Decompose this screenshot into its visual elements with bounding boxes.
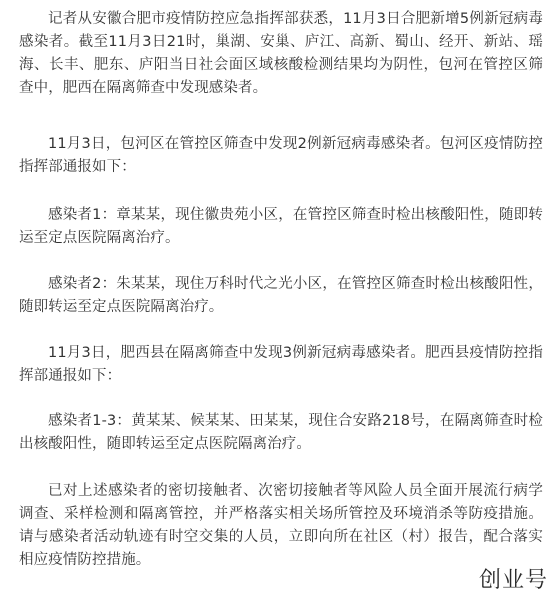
paragraph-intro: 记者从安徽合肥市疫情防控应急指挥部获悉，11月3日合肥新增5例新冠病毒感染者。截至11月3日21时，巢湖、安巢、庐江、高新、蜀山、经开、新站、瑶海、长丰、肥东、庐阳当日社会面区域核酸检测结果均为阴性，包河在管控区筛查中，肥西在隔离筛查中发现感染者。: [19, 11, 543, 96]
paragraph-feixi-summary: 11月3日，肥西县在隔离筛查中发现3例新冠病毒感染者。肥西县疫情防控指挥部通报如下：: [19, 345, 543, 384]
watermark-logo-text: 创业号: [478, 568, 548, 593]
paragraph-baohe-case-2: 感染者2：朱某某，现住万科时代之光小区，在管控区筛查时检出核酸阳性，随即转运至定点医院隔离治疗。: [19, 276, 543, 315]
paragraph-measures: 已对上述感染者的密切接触者、次密切接触者等风险人员全面开展流行病学调查、采样检测和隔离管控，并严格落实相关场所管控及环境消杀等防疫措施。请与感染者活动轨迹有时空交集的人员，立即向所在社区（村）报告，配合落实相应疫情防控措施。: [19, 483, 543, 568]
paragraph-feixi-cases: 感染者1-3：黄某某、候某某、田某某，现住合安路218号，在隔离筛查时检出核酸阳性，随即转运至定点医院隔离治疗。: [19, 413, 543, 452]
paragraph-baohe-summary: 11月3日，包河区在管控区筛查中发现2例新冠病毒感染者。包河区疫情防控指挥部通报如下：: [19, 136, 543, 175]
paragraph-baohe-case-1: 感染者1：章某某，现住徽贵苑小区，在管控区筛查时检出核酸阳性，随即转运至定点医院隔离治疗。: [19, 207, 543, 246]
